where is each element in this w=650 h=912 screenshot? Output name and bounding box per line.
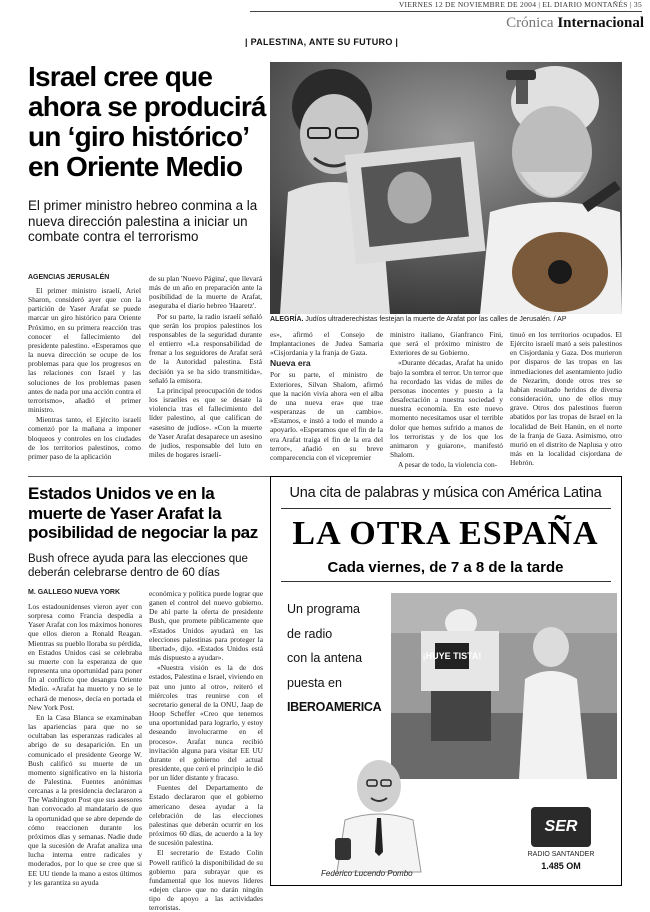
main-column-5 <box>510 330 622 474</box>
paragraph: Los estadounidenses vieron ayer con sorpresa como Francia despedía a Yaser Arafat con los máximos honores que ellos dieron a Ronald Reagan. Mientras su pueblo lloraba su pérdida, en Estados Unidos casi se celebraba su muerte con la esperanza de que representa una oportunidad para poner fin al conflicto que desangra Oriente Medio. «Arafat ha muerto y no se le echará de menos», decía en portada el New York Post. <box>28 602 142 712</box>
second-column-1 <box>28 602 142 892</box>
top-rule <box>250 11 642 12</box>
paragraph: «Nuestra visión es la de dos estados, Palestina e Israel, viviendo en paz uno junto al otro», reiteró el miércoles tras reunirse con el secretario general de la ONU, Jaap de Hoop Scheffer «Creo que tenemos una oportunidad para lograrlo, y estoy deseando involucrarme en el proceso». Arafat nunca recibió invitación alguna para visitar EE UU durante el gobierno del actual presidente, que ceró el principio le dió por un líder distante y fracaso. <box>149 663 263 783</box>
paragraph: Fuentes del Departamento de Estado declararon que el gobierno americano desea ayudar a la celebración de las elecciones palestinas que deberán ocurrir en los próximos 60 días, de acuerdo a la ley de sucesión palestina. <box>149 783 263 848</box>
paragraph: es», afirmó el Consejo de Implantaciones de Judea Samaria «Cisjordania y la franja de Gaza. <box>270 330 383 358</box>
main-byline: AGENCIAS JERUSALÉN <box>28 274 110 281</box>
news-photo <box>270 62 622 314</box>
main-subhead: El primer ministro hebreo conmina a la nueva dirección palestina a iniciar un combate contra el terrorismo <box>28 198 258 244</box>
photo-caption <box>270 314 622 326</box>
ad-title: LA OTRA ESPAÑA <box>292 515 599 552</box>
second-subhead: Bush ofrece ayuda para las elecciones que deberán celebrarse dentro de 60 días <box>28 553 248 579</box>
ad-copy <box>287 597 397 720</box>
paragraph: tinuó en los territorios ocupados. El Ejército israelí mató a seis palestinos en Cisjordania y Gaza. Dos murieron por disparos de las tropas en las inmediaciones del asentamiento judío de Nezarim, donde otros tres se habían resultado heridos de diversa consideración, uno de ellos muy grave. Otros dos palestinos fueron abatidos por las tropas de Israel en la localidad de Beit Hanún, en el norte de la franja de Gaza. Asimismo, otro murió en el distrito de Naplusa y otro más en la localidad cisjordana de Hebrón. <box>510 330 622 468</box>
ad-copy-line: con la antena <box>287 651 363 665</box>
ad-copy-accent: IBEROAMERICA <box>287 700 382 714</box>
date-line: VIERNES 12 DE NOVIEMBRE DE 2004 | EL DIARIO MONTAÑÉS | 35 <box>398 0 642 9</box>
section-prefix: Crónica <box>506 15 554 31</box>
main-headline: Israel cree que ahora se producirá un ‘giro histórico’ en Oriente Medio <box>28 61 266 182</box>
ad-tagline: Una cita de palabras y música con América Latina <box>289 485 602 501</box>
ad-rule <box>281 508 611 509</box>
subtitle-nueva-era: Nueva era <box>270 358 311 369</box>
section-name: Internacional <box>557 15 644 31</box>
paragraph: Por su parte, la radio israelí señaló que serán los propios palestinos los responsables de la seguridad durante el entierro «La responsabilidad de frenar a los seguidores de Arafat será de la Autoridad palestina. Está decisión ya se ha sido transmitida», señaló la emisora. <box>149 311 262 385</box>
paragraph: El secretario de Estado Colin Powell ratificó la disponibilidad de su gobierno para subrayar que es fundamental que los nuevos líderes «dejen claro» que no darán ningún tipo de apoyo a las actividades terroristas. <box>149 848 263 912</box>
caption-credit: / AP <box>553 316 567 323</box>
paragraph: El primer ministro israelí, Ariel Sharon, consideró ayer que con la partición de Yaser Arafat se puede marcar un giro histórico para Oriente Próximo, en su primera reacción tras conocer el fallecimiento del presidente palestino. «Esperamos que la nueva dirección se ocupe de los problemas para que los progresos en las relaciones con Israel y las soluciones de los problemas pasen antes de nada por una acción contra el terrorismo», añadió el primer ministro. <box>28 286 141 415</box>
paragraph: ministro italiano, Gianfranco Fini, que será el próximo ministro de Exteriores de su Gobierno. <box>390 330 503 358</box>
main-column-1 <box>28 286 141 474</box>
second-column-2 <box>149 589 263 912</box>
second-headline: Estados Unidos ve en la muerte de Yaser Arafat la posibilidad de negociar la paz <box>28 484 258 542</box>
main-column-2 <box>149 274 262 474</box>
photo-illustration <box>270 62 622 314</box>
ad-copy-line: Un programa <box>287 602 360 616</box>
presenter-illustration <box>331 752 426 872</box>
paragraph: Por su parte, el ministro de Exteriores, Silvan Shalom, afirmó que la nación vivía ahora «en el alba de una nueva era» que trae «esperanzas de un cambio». «Estamos, e instó a todo el mundo a apoyarlo. «Esperamos que el fin de la era Arafat traiga el fin de la era del terror», añadió en su breve comparecencia con el vicepremier <box>270 370 383 462</box>
section-title <box>458 15 644 33</box>
ser-logo: SER <box>531 807 591 847</box>
microphone <box>335 838 351 860</box>
caption-text: Judíos ultraderechistas festejan la muerte de Arafat por las calles de Jerusalén. <box>305 316 552 323</box>
paragraph: La principal preocupación de todos los israelíes es que se desate la violencia tras el fallecimiento del líder palestino, al que califican de «asesino de judíos». «Con la muerte de Yaser Arafat desaparece un asesino de judíos, responsable del luto en miles de hogares israelí- <box>149 385 262 459</box>
caption-label: ALEGRÍA. <box>270 316 304 323</box>
held-poster <box>345 142 486 265</box>
paragraph: económica y política puede lograr que ganen el control del nuevo gobierno. De ahí parte la oferta de presidente Bush, que promete públicamente que «Estados Unidos ayudará en las elecciones palestinas para proteger la libertad», dijo. «Estados Unidos está más dispuesto a ayudar». <box>149 589 263 663</box>
station-name: RADIO SANTANDER <box>527 851 595 858</box>
newspaper-headline: ¡HUYE TISTA! <box>422 651 482 661</box>
ad-copy-line: de radio <box>287 626 333 641</box>
paragraph: Mientras tanto, el Ejército israelí comenzó por la mañana a imponer bloqueos y controles en los ciudades de los territorios palestinos, como primer paso de la aplicación <box>28 415 141 461</box>
ad-rule <box>281 581 611 582</box>
station-frequency: 1.485 OM <box>541 861 581 871</box>
ad-schedule: Cada viernes, de 7 a 8 de la tarde <box>327 559 564 576</box>
presenter-photo <box>331 752 426 872</box>
section-kicker: | PALESTINA, ANTE SU FUTURO | <box>245 37 399 47</box>
paragraph: En la Casa Blanca se examinaban las apariencias para que no se ocultaban las esperanzas radicales al abrigo de su desaparición. En un comunicado el presidente George W. Bush calificó su muerte de un momento significativo en la historia de Palestina. Fuentes anónimas cercanas a la presidencia declararon a The Washington Post que sus asesores han convocado al mandatario de que la oportunidad que se abre depende de cómo reaccionen durante los próximos días y semanas. Nadie dude que la sucesión de Arafat analiza una lucha interna entre radicales y moderados, por lo que se cree que si EE UU tiende la mano a estos últimos y les garantiza su ayuda <box>28 712 142 887</box>
radio-advertisement <box>270 476 622 886</box>
second-byline: M. GALLEGO NUEVA YORK <box>28 589 121 596</box>
paragraph: de su plan 'Nuevo Página', que llevará más de un año en preparación ante la posibilidad de la muerte de Arafat, aseguraba el diario hebreo 'Haaretz'. <box>149 274 262 311</box>
main-column-3 <box>270 330 383 474</box>
ad-copy-line: puesta en <box>287 675 342 690</box>
main-column-4 <box>390 330 503 474</box>
paragraph: A pesar de todo, la violencia con- <box>398 460 498 470</box>
paragraph: «Durante décadas, Arafat ha unido bajo la sombra el terror. Un terror que ha recordado las vidas de miles de personas inocentes y puesto a la desafectación a nuestra sociedad y nuestra economía. En este nuevo momento necesitamos usar el terrible dolor que hemos sufrido a manos de los terroristas y de los que los animaron y guiaron», manifestó Shalom. <box>390 358 503 460</box>
presenter-name: Federico Lucendo Pombo <box>321 869 413 878</box>
station-block <box>511 807 611 877</box>
